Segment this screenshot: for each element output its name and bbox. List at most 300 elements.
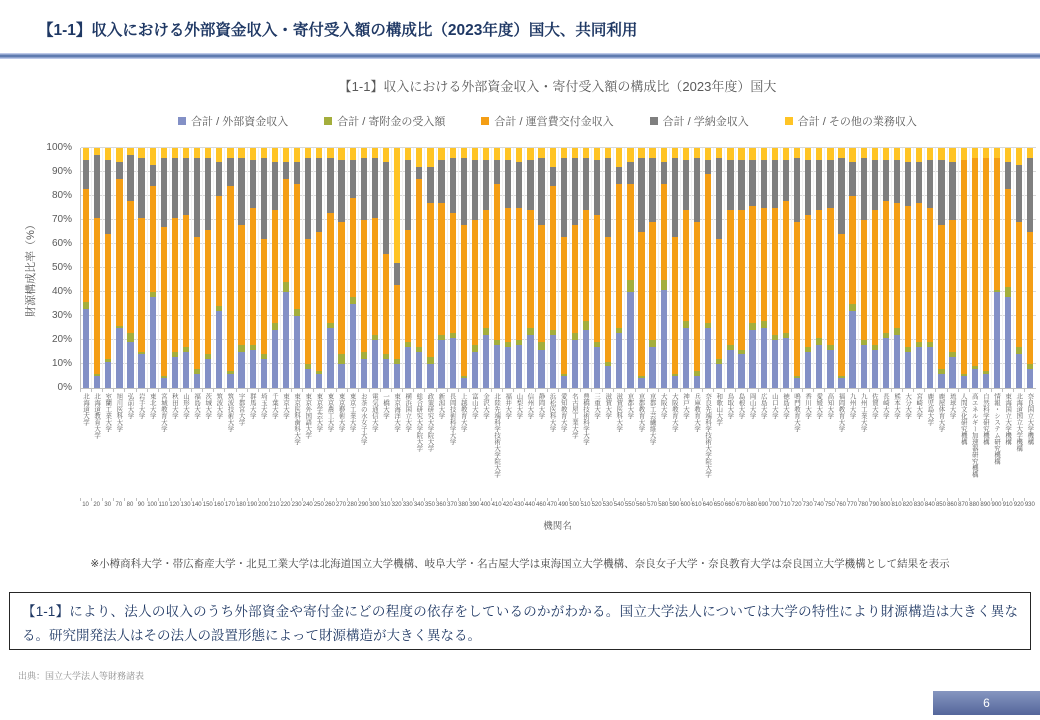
bar-segment <box>894 148 900 160</box>
bar-segment <box>127 148 133 155</box>
x-axis-code: 810 <box>891 502 902 508</box>
bar-segment <box>949 162 955 220</box>
bar-segment <box>849 196 855 304</box>
stacked-bar <box>1016 148 1022 388</box>
x-code-cell <box>747 500 758 512</box>
bar-segment <box>238 352 244 388</box>
x-axis-tick <box>991 389 992 392</box>
stacked-bar <box>972 148 978 388</box>
bar-segment <box>516 148 522 162</box>
x-code-cell <box>1013 500 1024 512</box>
bar-segment <box>361 352 367 359</box>
x-axis-tick <box>580 389 581 392</box>
x-axis-label: 京都教育大学 <box>637 393 645 432</box>
bar-segment <box>294 309 300 316</box>
x-axis-tick <box>158 498 159 501</box>
x-code-cell <box>502 500 513 512</box>
x-axis-label: 人間文化研究機構 <box>959 393 967 445</box>
stacked-bar <box>216 148 222 388</box>
x-axis-tick <box>569 498 570 501</box>
stacked-bar <box>772 148 778 388</box>
stacked-bar <box>461 148 467 388</box>
x-axis-tick <box>980 498 981 501</box>
x-code-cell <box>824 500 835 512</box>
bar-segment <box>516 162 522 208</box>
bar-segment <box>194 237 200 369</box>
bar-segment <box>183 352 189 388</box>
stacked-bar <box>583 148 589 388</box>
bar-segment <box>261 158 267 240</box>
bar-cell <box>413 148 424 388</box>
x-label-cell <box>602 389 613 497</box>
bar-segment <box>361 220 367 352</box>
x-axis-tick <box>680 498 681 501</box>
y-axis-tick-label: 20% <box>51 334 72 345</box>
bar-segment <box>627 184 633 280</box>
stacked-bar <box>927 148 933 388</box>
x-axis-label: 大阪大学 <box>659 393 667 419</box>
bar-segment <box>405 230 411 343</box>
x-label-cell <box>680 389 691 497</box>
bar-cell <box>713 148 724 388</box>
bar-segment <box>727 210 733 344</box>
stacked-bar <box>805 148 811 388</box>
x-axis-tick <box>813 498 814 501</box>
bar-segment <box>227 374 233 388</box>
x-axis-code: 300 <box>369 502 380 508</box>
x-label-cell <box>724 389 735 497</box>
bar-segment <box>127 155 133 201</box>
x-axis-code: 880 <box>969 502 980 508</box>
bar-cell <box>258 148 269 388</box>
bar-segment <box>1016 222 1022 347</box>
x-axis-tick <box>569 389 570 392</box>
x-axis-code: 930 <box>1024 502 1035 508</box>
bar-segment <box>972 158 978 367</box>
bar-segment <box>861 158 867 220</box>
x-label-cell <box>413 389 424 497</box>
stacked-bar <box>838 148 844 388</box>
x-label-cell <box>913 389 924 497</box>
bar-segment <box>583 321 589 331</box>
x-axis-tick <box>91 498 92 501</box>
x-axis-tick <box>558 389 559 392</box>
bar-segment <box>638 378 644 388</box>
bar-segment <box>905 148 911 162</box>
x-axis-tick <box>947 389 948 392</box>
page-number-badge <box>933 691 1040 715</box>
bar-segment <box>994 292 1000 388</box>
bar-segment <box>161 158 167 228</box>
x-label-cell <box>91 389 102 497</box>
bar-segment <box>849 304 855 311</box>
bar-cell <box>313 148 324 388</box>
x-axis-tick <box>413 498 414 501</box>
stacked-bar <box>861 148 867 388</box>
bar-segment <box>572 333 578 340</box>
x-code-cell <box>513 500 524 512</box>
x-axis-tick <box>513 498 514 501</box>
x-axis-tick <box>180 389 181 392</box>
bar-cell <box>969 148 980 388</box>
x-code-cell <box>547 500 558 512</box>
x-axis-tick <box>1013 498 1014 501</box>
bar-segment <box>350 198 356 296</box>
x-code-cell <box>769 500 780 512</box>
x-axis-code: 680 <box>747 502 758 508</box>
x-axis-tick <box>869 389 870 392</box>
bar-segment <box>527 148 533 160</box>
x-axis-label: 北海道大学 <box>82 393 90 426</box>
x-label-cell <box>791 389 802 497</box>
y-axis-tick-label: 60% <box>51 238 72 249</box>
bar-segment <box>338 364 344 388</box>
bar-segment <box>283 162 289 179</box>
x-axis-label: 千葉大学 <box>270 393 278 419</box>
plot-area <box>80 148 1036 389</box>
bar-segment <box>905 162 911 205</box>
x-axis-tick <box>202 498 203 501</box>
x-axis-code: 350 <box>424 502 435 508</box>
x-axis-tick <box>613 389 614 392</box>
x-axis-tick <box>358 389 359 392</box>
bar-segment <box>216 148 222 162</box>
x-axis-label: 滋賀大学 <box>604 393 612 419</box>
bar-segment <box>572 158 578 225</box>
x-code-cell <box>336 500 347 512</box>
bar-cell <box>169 148 180 388</box>
bar-segment <box>661 290 667 388</box>
bar-segment <box>894 203 900 328</box>
bar-segment <box>138 354 144 388</box>
stacked-bar <box>749 148 755 388</box>
bar-segment <box>305 239 311 364</box>
stacked-bar <box>183 148 189 388</box>
x-code-cell <box>558 500 569 512</box>
bar-segment <box>461 158 467 225</box>
x-axis-tick <box>491 498 492 501</box>
bar-cell <box>347 148 358 388</box>
x-axis-tick <box>380 498 381 501</box>
x-axis-code: 550 <box>624 502 635 508</box>
x-label-cell <box>513 389 524 497</box>
bar-segment <box>538 158 544 225</box>
x-axis-label: 浜松医科大学 <box>548 393 556 432</box>
x-label-cell <box>202 389 213 497</box>
bar-cell <box>647 148 658 388</box>
bar-segment <box>138 158 144 218</box>
x-label-cell <box>258 389 269 497</box>
bar-cell <box>124 148 135 388</box>
x-code-cell <box>424 500 435 512</box>
bar-segment <box>161 378 167 388</box>
x-axis-label: 山梨大学 <box>515 393 523 419</box>
x-axis-tick <box>447 498 448 501</box>
bar-segment <box>250 148 256 160</box>
x-axis-code: 80 <box>126 502 134 508</box>
x-axis-label: 秋田大学 <box>170 393 178 419</box>
bar-segment <box>316 232 322 371</box>
bar-segment <box>816 160 822 210</box>
x-axis-tick <box>224 389 225 392</box>
x-axis-tick <box>702 389 703 392</box>
x-code-cell <box>624 500 635 512</box>
x-axis-code: 30 <box>104 502 112 508</box>
x-axis-tick <box>313 389 314 392</box>
legend-swatch-icon <box>178 117 186 125</box>
stacked-bar <box>327 148 333 388</box>
x-axis-label: 富山大学 <box>470 393 478 419</box>
bar-cell <box>735 148 746 388</box>
x-code-cell <box>658 500 669 512</box>
x-axis-tick <box>113 498 114 501</box>
x-code-cell <box>913 500 924 512</box>
x-axis-tick <box>136 498 137 501</box>
bar-segment <box>372 340 378 388</box>
x-axis-tick <box>702 498 703 501</box>
bar-cell <box>436 148 447 388</box>
stacked-bar <box>672 148 678 388</box>
bar-segment <box>861 345 867 388</box>
x-code-cell <box>991 500 1002 512</box>
x-code-cell <box>902 500 913 512</box>
bar-segment <box>261 239 267 354</box>
bar-segment <box>838 148 844 158</box>
bar-segment <box>538 342 544 349</box>
bar-segment <box>816 338 822 345</box>
bar-segment <box>761 160 767 208</box>
bar-segment <box>994 148 1000 158</box>
x-axis-tick <box>436 389 437 392</box>
x-axis-code: 830 <box>913 502 924 508</box>
x-axis-code: 120 <box>169 502 180 508</box>
x-code-cell <box>524 500 535 512</box>
x-axis-label: 福岡教育大学 <box>837 393 845 432</box>
legend-label: 合計 / 学納金収入 <box>662 116 749 128</box>
bar-segment <box>772 208 778 335</box>
x-axis-label: 豊橋技術科学大学 <box>581 393 589 445</box>
bar-segment <box>416 167 422 179</box>
x-code-cell <box>669 500 680 512</box>
x-axis-tick <box>180 498 181 501</box>
bar-segment <box>594 215 600 342</box>
x-code-cell <box>680 500 691 512</box>
x-axis-tick <box>336 389 337 392</box>
bar-segment <box>161 148 167 158</box>
bar-cell <box>602 148 613 388</box>
x-axis-label: 佐賀大学 <box>870 393 878 419</box>
bar-segment <box>738 210 744 349</box>
x-label-cell <box>113 389 124 497</box>
x-axis-tick <box>158 389 159 392</box>
bar-segment <box>1005 148 1011 162</box>
stacked-bar <box>994 148 1000 388</box>
x-axis-label: 茨城大学 <box>204 393 212 419</box>
bar-segment <box>772 340 778 388</box>
bar-cell <box>113 148 124 388</box>
x-axis-tick <box>624 389 625 392</box>
bar-segment <box>227 186 233 371</box>
x-axis-label: 名古屋工業大学 <box>570 393 578 439</box>
x-axis-tick <box>635 498 636 501</box>
x-axis-label: 一橋大学 <box>382 393 389 419</box>
x-code-cell <box>580 500 591 512</box>
bar-segment <box>938 148 944 160</box>
y-axis-tick-label: 50% <box>51 262 72 273</box>
x-label-cell <box>291 389 302 497</box>
x-axis-label: 東京農工大学 <box>326 393 334 432</box>
bar-segment <box>194 374 200 388</box>
bar-segment <box>238 345 244 352</box>
x-label-cell <box>124 389 135 497</box>
bar-segment <box>272 148 278 162</box>
bar-cell <box>1002 148 1013 388</box>
bar-segment <box>616 333 622 388</box>
x-axis-tick <box>891 498 892 501</box>
x-axis-tick <box>1013 389 1014 392</box>
x-axis-tick <box>535 389 536 392</box>
x-axis-code: 780 <box>858 502 869 508</box>
bar-segment <box>816 210 822 337</box>
bar-segment <box>527 210 533 328</box>
bar-segment <box>761 321 767 328</box>
x-axis-tick <box>447 389 448 392</box>
x-label-cell <box>158 389 169 497</box>
x-axis-code: 800 <box>880 502 891 508</box>
x-axis-tick <box>247 498 248 501</box>
source-caption: 出典：国立大学法人等財務諸表 <box>18 671 145 681</box>
bar-segment <box>105 362 111 388</box>
bar-segment <box>605 158 611 237</box>
x-label-cell <box>358 389 369 497</box>
x-code-cell <box>158 500 169 512</box>
bar-segment <box>83 309 89 388</box>
bar-segment <box>727 160 733 210</box>
bar-segment <box>305 369 311 388</box>
bar-segment <box>494 160 500 184</box>
x-axis-code: 720 <box>791 502 802 508</box>
x-code-cell <box>980 500 991 512</box>
bar-cell <box>324 148 335 388</box>
x-axis-label: 高エネルギー加速器研究機構 <box>970 393 978 478</box>
x-axis-tick <box>391 389 392 392</box>
stacked-bar <box>138 148 144 388</box>
stacked-bar <box>161 148 167 388</box>
bar-cell <box>402 148 413 388</box>
x-axis-code: 690 <box>758 502 769 508</box>
bar-segment <box>872 210 878 344</box>
x-axis-tick <box>724 498 725 501</box>
x-axis-code: 670 <box>735 502 747 508</box>
x-axis-code: 750 <box>824 502 835 508</box>
x-axis-label: 山口大学 <box>770 393 778 419</box>
stacked-bar <box>827 148 833 388</box>
bar-segment <box>227 158 233 187</box>
x-axis-tick <box>713 498 714 501</box>
bar-segment <box>938 225 944 369</box>
bar-segment <box>894 328 900 335</box>
bar-segment <box>116 148 122 162</box>
x-axis-label: 東京医科歯科大学 <box>293 393 301 445</box>
x-axis-code: 560 <box>636 502 647 508</box>
x-code-cell <box>258 500 269 512</box>
bar-segment <box>683 210 689 320</box>
bar-segment <box>183 215 189 347</box>
x-axis-code: 390 <box>469 502 480 508</box>
x-axis-tick <box>724 389 725 392</box>
x-axis-tick <box>902 498 903 501</box>
bar-segment <box>627 292 633 388</box>
stacked-bar <box>883 148 889 388</box>
x-axis-tick <box>835 498 836 501</box>
x-axis-tick <box>202 389 203 392</box>
bar-segment <box>805 352 811 388</box>
bar-segment <box>649 158 655 223</box>
bar-segment <box>861 220 867 340</box>
x-axis-code: 710 <box>780 502 791 508</box>
stacked-bar <box>472 148 478 388</box>
bar-cell <box>91 148 102 388</box>
stacked-bar <box>783 148 789 388</box>
stacked-bar <box>738 148 744 388</box>
legend-label: 合計 / 寄附金の受入額 <box>337 116 446 128</box>
stacked-bar <box>727 148 733 388</box>
x-axis-label: 新潟大学 <box>437 393 445 419</box>
bar-segment <box>83 160 89 189</box>
stacked-bar <box>172 148 178 388</box>
x-label-cell <box>924 389 935 497</box>
bar-segment <box>416 148 422 167</box>
x-code-cell <box>91 500 102 512</box>
bar-segment <box>316 148 322 158</box>
bar-segment <box>272 330 278 388</box>
x-axis-code: 130 <box>180 502 191 508</box>
bar-segment <box>94 155 100 217</box>
bar-segment <box>661 280 667 290</box>
bar-cell <box>102 148 113 388</box>
bar-segment <box>472 352 478 388</box>
chart-title: 【1-1】収入における外部資金収入・寄付受入額の構成比（2023年度）国大 <box>338 79 777 94</box>
stacked-bar <box>150 148 156 388</box>
x-axis-label: 北海道国立大学機構 <box>1015 393 1023 452</box>
bar-segment <box>649 347 655 388</box>
bar-segment <box>638 158 644 232</box>
bar-segment <box>894 335 900 388</box>
x-axis-label: 政策研究大学院大学 <box>426 393 434 452</box>
bar-segment <box>450 148 456 158</box>
stacked-bar <box>949 148 955 388</box>
bar-cell <box>380 148 391 388</box>
stacked-bar <box>338 148 344 388</box>
x-code-cell <box>802 500 813 512</box>
x-axis-label: 三重大学 <box>593 393 601 419</box>
x-axis-code: 310 <box>380 502 391 508</box>
x-axis-label: 香川大学 <box>804 393 812 419</box>
bar-cell <box>813 148 824 388</box>
bar-segment <box>605 237 611 362</box>
x-axis-tick <box>324 498 325 501</box>
x-axis-code: 770 <box>847 502 858 508</box>
x-axis-code: 200 <box>258 502 269 508</box>
stacked-bar <box>1005 148 1011 388</box>
x-axis-code: 370 <box>447 502 458 508</box>
bar-segment <box>638 232 644 376</box>
bar-segment <box>572 225 578 333</box>
stacked-bar <box>205 148 211 388</box>
x-axis-tick <box>124 498 125 501</box>
x-axis-tick <box>758 498 759 501</box>
bar-cell <box>480 148 491 388</box>
